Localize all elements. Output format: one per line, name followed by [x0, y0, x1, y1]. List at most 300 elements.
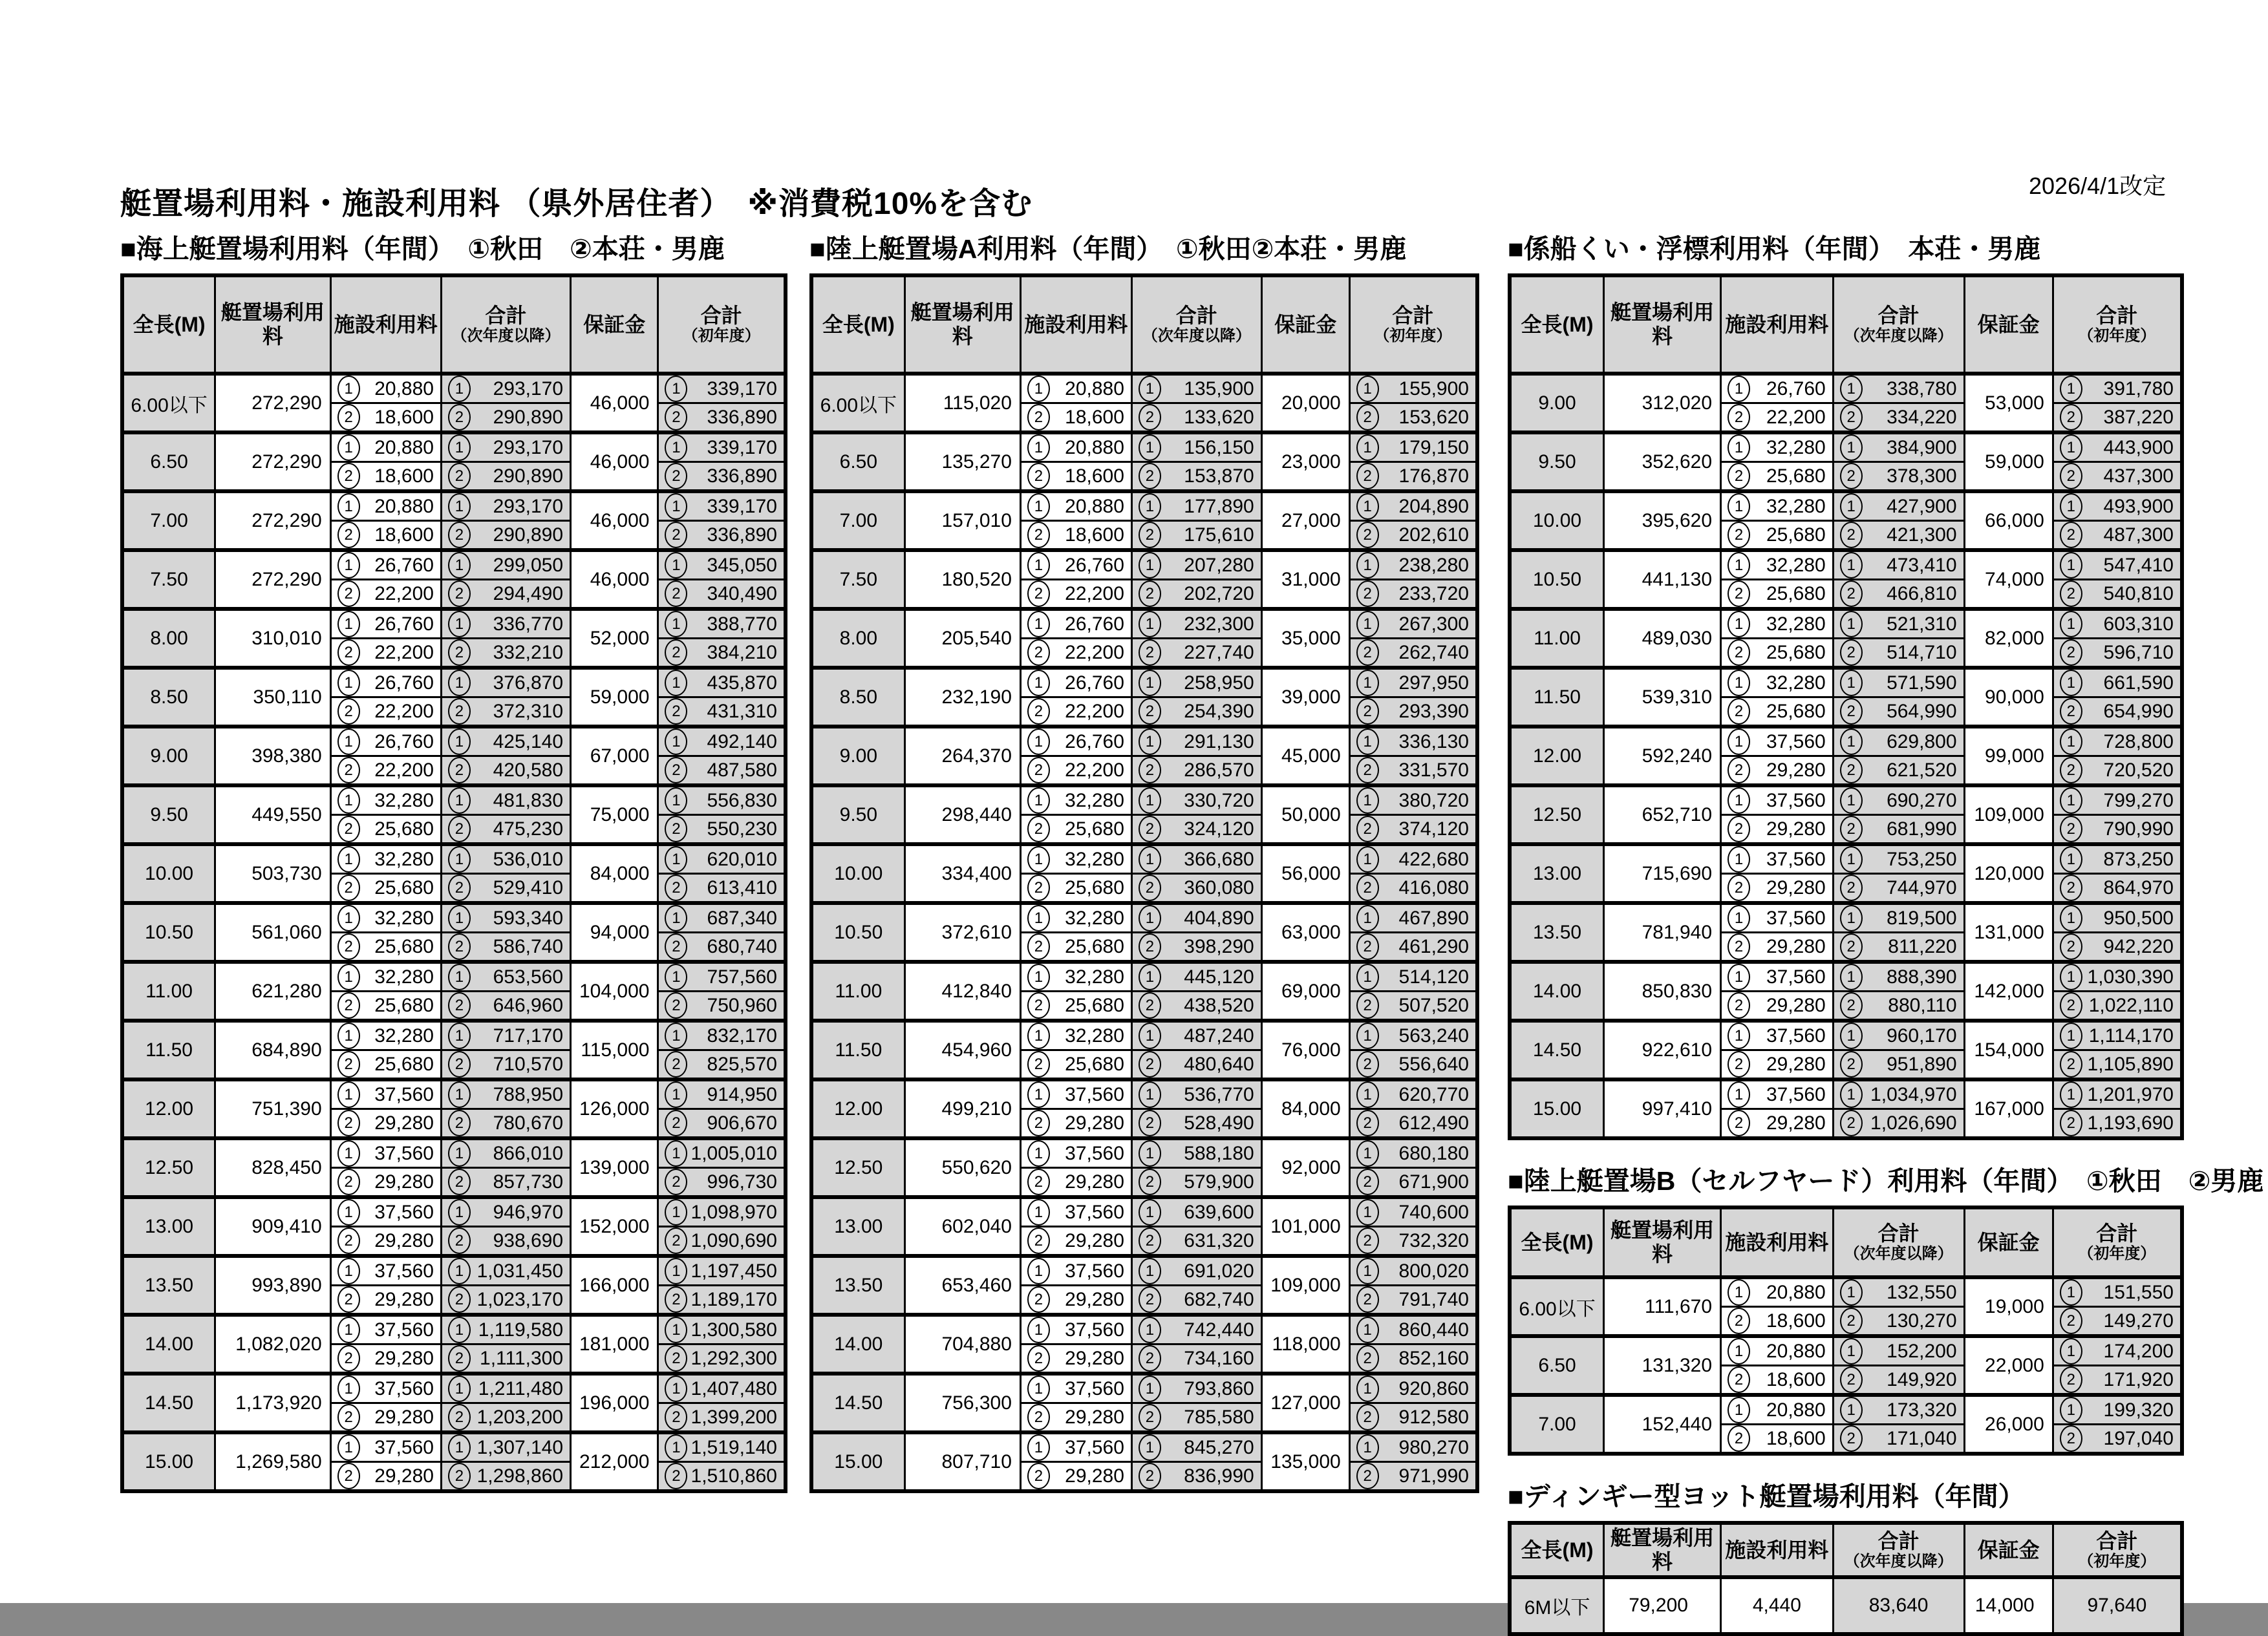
circle-1-mark: 1 — [665, 376, 687, 402]
cell-total-next-year-1: 1 376,870 — [441, 668, 570, 697]
cell-total-next-year-2: 2 621,520 — [1833, 756, 1964, 786]
circle-1-mark: 1 — [337, 905, 360, 931]
circle-2-mark: 2 — [1356, 1286, 1379, 1313]
circle-2-mark: 2 — [337, 639, 360, 666]
circle-2-mark: 2 — [1840, 522, 1863, 548]
circle-2-mark: 2 — [1139, 1051, 1161, 1078]
circle-2-mark: 2 — [1139, 875, 1161, 901]
circle-1-mark: 1 — [337, 728, 360, 755]
circle-2-mark: 2 — [1840, 1308, 1863, 1334]
cell-total-next-year-2: 2 171,040 — [1833, 1425, 1964, 1454]
cell-total-first-year-1: 1 492,140 — [658, 727, 786, 756]
circle-1-mark: 1 — [1728, 493, 1750, 520]
cell-total-first-year-1: 1 1,300,580 — [658, 1315, 786, 1344]
circle-2-mark: 2 — [1356, 933, 1379, 960]
cell-total-next-year-2: 2 811,220 — [1833, 933, 1964, 962]
circle-1-mark: 1 — [1728, 1279, 1750, 1306]
circle-1-mark: 1 — [1027, 1140, 1050, 1167]
cell-facility-fee-1: 1 26,760 — [1020, 550, 1131, 580]
circle-2-mark: 2 — [1027, 1345, 1050, 1372]
cell-length: 14.50 — [122, 1374, 215, 1432]
circle-2-mark: 2 — [1027, 522, 1050, 548]
cell-total-first-year-2: 2 1,022,110 — [2053, 992, 2182, 1021]
cell-berth-fee: 751,390 — [215, 1079, 331, 1138]
circle-1-mark: 1 — [1728, 787, 1750, 814]
circle-1-mark: 1 — [337, 1140, 360, 1167]
cell-facility-fee-1: 1 32,280 — [330, 962, 441, 992]
cell-length: 12.50 — [122, 1138, 215, 1197]
cell-berth-fee: 372,610 — [904, 903, 1020, 962]
cell-total-first-year-2: 2 149,270 — [2053, 1307, 2182, 1337]
circle-1-mark: 1 — [337, 787, 360, 814]
cell-facility-fee-2: 2 29,280 — [330, 1168, 441, 1198]
cell-total-first-year-1: 1 336,130 — [1349, 727, 1477, 756]
circle-1-mark: 1 — [1027, 1258, 1050, 1284]
cell-facility-fee-2: 2 29,280 — [1020, 1462, 1131, 1492]
circle-1-mark: 1 — [1139, 611, 1161, 637]
circle-2-mark: 2 — [1840, 816, 1863, 842]
cell-total-first-year-2: 2 233,720 — [1349, 580, 1477, 610]
circle-2-mark: 2 — [1027, 757, 1050, 783]
cell-length: 10.00 — [1510, 491, 1604, 550]
circle-1-mark: 1 — [1840, 787, 1863, 814]
cell-berth-fee: 395,620 — [1604, 491, 1721, 550]
cell-total-next-year-1: 1 888,390 — [1833, 962, 1964, 992]
cell-total-next-year-1: 1 1,211,480 — [441, 1374, 570, 1403]
cell-total-first-year-2: 2 487,580 — [658, 756, 786, 786]
cell-length: 13.00 — [122, 1197, 215, 1256]
circle-1-mark: 1 — [1139, 434, 1161, 461]
circle-2-mark: 2 — [665, 639, 687, 666]
circle-1-mark: 1 — [2060, 1279, 2082, 1306]
cell-deposit: 50,000 — [1261, 785, 1349, 844]
circle-2-mark: 2 — [1139, 698, 1161, 725]
circle-1-mark: 1 — [1728, 1338, 1750, 1365]
circle-2-mark: 2 — [2060, 1051, 2082, 1078]
circle-1-mark: 1 — [665, 728, 687, 755]
circle-2-mark: 2 — [2060, 580, 2082, 607]
cell-total-next-year-1: 1 1,307,140 — [441, 1432, 570, 1462]
circle-1-mark: 1 — [665, 434, 687, 461]
circle-1-mark: 1 — [1840, 1397, 1863, 1423]
cell-total-first-year-1: 1 467,890 — [1349, 903, 1477, 933]
cell-length: 14.00 — [122, 1315, 215, 1374]
circle-1-mark: 1 — [1356, 434, 1379, 461]
cell-deposit: 139,000 — [571, 1138, 658, 1197]
circle-1-mark: 1 — [1027, 611, 1050, 637]
cell-total-next-year-2: 2 1,023,170 — [441, 1286, 570, 1315]
cell-deposit: 75,000 — [571, 785, 658, 844]
circle-2-mark: 2 — [665, 404, 687, 430]
cell-berth-fee: 781,940 — [1604, 903, 1721, 962]
circle-1-mark: 1 — [1840, 1279, 1863, 1306]
cell-deposit: 46,000 — [571, 432, 658, 491]
circle-1-mark: 1 — [2060, 1397, 2082, 1423]
cell-total-first-year-2: 2 556,640 — [1349, 1050, 1477, 1080]
cell-total-first-year-1: 1 174,200 — [2053, 1336, 2182, 1366]
cell-berth-fee: 310,010 — [215, 609, 331, 668]
cell-total-first-year-1: 1 391,780 — [2053, 374, 2182, 403]
cell-facility-fee-2: 2 18,600 — [330, 403, 441, 433]
cell-facility-fee-1: 1 37,560 — [1721, 962, 1834, 992]
cell-total-first-year-1: 1 556,830 — [658, 785, 786, 815]
cell-total-first-year-1: 1 493,900 — [2053, 491, 2182, 521]
circle-1-mark: 1 — [1139, 905, 1161, 931]
table-title-sea: ■海上艇置場利用料（年間） ①秋田 ②本荘・男鹿 — [120, 234, 725, 264]
cell-facility-fee-1: 1 32,280 — [1721, 550, 1834, 580]
cell-total-first-year-2: 2 864,970 — [2053, 874, 2182, 904]
cell-total-next-year-1: 1 946,970 — [441, 1197, 570, 1227]
cell-total-first-year-2: 2 852,160 — [1349, 1344, 1477, 1374]
circle-2-mark: 2 — [448, 875, 471, 901]
cell-total-first-year-1: 1 832,170 — [658, 1021, 786, 1050]
cell-berth-fee: 441,130 — [1604, 550, 1721, 609]
cell-total-first-year-2: 2 596,710 — [2053, 639, 2182, 668]
circle-2-mark: 2 — [1027, 1110, 1050, 1136]
circle-1-mark: 1 — [1356, 1376, 1379, 1402]
circle-2-mark: 2 — [1356, 1463, 1379, 1489]
circle-2-mark: 2 — [448, 1463, 471, 1489]
circle-2-mark: 2 — [665, 1286, 687, 1313]
cell-total-first-year-2: 2 336,890 — [658, 521, 786, 551]
cell-berth-fee: 704,880 — [904, 1315, 1020, 1374]
circle-1-mark: 1 — [1356, 1317, 1379, 1343]
cell-total-next-year-1: 1 639,600 — [1131, 1197, 1261, 1227]
cell-total-next-year-2: 2 631,320 — [1131, 1227, 1261, 1257]
cell-berth-fee: 398,380 — [215, 727, 331, 785]
cell-length: 8.50 — [811, 668, 904, 727]
cell-total-next-year-2: 2 421,300 — [1833, 521, 1964, 551]
circle-2-mark: 2 — [1728, 1110, 1750, 1136]
circle-1-mark: 1 — [448, 1376, 471, 1402]
cell-total-first-year-2: 2 613,410 — [658, 874, 786, 904]
cell-length: 8.00 — [811, 609, 904, 668]
circle-1-mark: 1 — [1139, 728, 1161, 755]
cell-total-next-year-2: 2 360,080 — [1131, 874, 1261, 904]
circle-2-mark: 2 — [665, 463, 687, 489]
cell-facility-fee-1: 1 37,560 — [1721, 844, 1834, 874]
cell-total-next-year-1: 1 588,180 — [1131, 1138, 1261, 1168]
circle-2-mark: 2 — [2060, 463, 2082, 489]
cell-length: 10.00 — [811, 844, 904, 903]
cell-berth-fee: 592,240 — [1604, 727, 1721, 785]
cell-total-first-year-1: 1 547,410 — [2053, 550, 2182, 580]
cell-total-next-year-1: 1 291,130 — [1131, 727, 1261, 756]
revision-date: 2026/4/1改定 — [2029, 173, 2166, 199]
circle-2-mark: 2 — [665, 1404, 687, 1430]
cell-total-first-year-1: 1 914,950 — [658, 1079, 786, 1109]
circle-2-mark: 2 — [1356, 580, 1379, 607]
cell-total-first-year-1: 1 435,870 — [658, 668, 786, 697]
cell-total-next-year-2: 2 586,740 — [441, 933, 570, 962]
circle-2-mark: 2 — [2060, 1308, 2082, 1334]
cell-total-next-year-2: 2 938,690 — [441, 1227, 570, 1257]
cell-length: 6.00以下 — [811, 374, 904, 432]
cell-deposit: 67,000 — [571, 727, 658, 785]
cell-total-next-year-2: 2 175,610 — [1131, 521, 1261, 551]
cell-total-first-year-1: 1 267,300 — [1349, 609, 1477, 639]
circle-2-mark: 2 — [665, 1345, 687, 1372]
cell-length: 7.00 — [811, 491, 904, 550]
circle-2-mark: 2 — [1728, 404, 1750, 430]
circle-1-mark: 1 — [1356, 1258, 1379, 1284]
cell-facility-fee-2: 2 25,680 — [1721, 639, 1834, 668]
circle-2-mark: 2 — [1356, 757, 1379, 783]
cell-total-first-year-1: 1 1,098,970 — [658, 1197, 786, 1227]
cell-facility-fee-1: 1 32,280 — [1020, 785, 1131, 815]
cell-total-next-year-2: 2 529,410 — [441, 874, 570, 904]
circle-2-mark: 2 — [2060, 404, 2082, 430]
cell-total-next-year-1: 1 445,120 — [1131, 962, 1261, 992]
circle-1-mark: 1 — [1139, 1317, 1161, 1343]
cell-deposit: 84,000 — [571, 844, 658, 903]
cell-length: 9.50 — [1510, 432, 1604, 491]
cell-berth-fee: 312,020 — [1604, 374, 1721, 432]
circle-1-mark: 1 — [2060, 611, 2082, 637]
cell-facility-fee-2: 2 18,600 — [1721, 1425, 1834, 1454]
cell-total-first-year-1: 1 661,590 — [2053, 668, 2182, 697]
cell-length: 12.00 — [1510, 727, 1604, 785]
cell-deposit: 14,000 — [1964, 1577, 2053, 1634]
cell-berth-fee: 152,440 — [1604, 1395, 1721, 1454]
circle-1-mark: 1 — [2060, 493, 2082, 520]
circle-2-mark: 2 — [665, 1227, 687, 1254]
circle-2-mark: 2 — [337, 875, 360, 901]
circle-1-mark: 1 — [1139, 1081, 1161, 1108]
cell-deposit: 23,000 — [1261, 432, 1349, 491]
circle-2-mark: 2 — [337, 1286, 360, 1313]
circle-1-mark: 1 — [448, 905, 471, 931]
cell-facility-fee-2: 2 25,680 — [1721, 580, 1834, 610]
dinghy-fee-table — [1508, 1521, 2184, 1636]
cell-facility-fee-1: 1 37,560 — [330, 1315, 441, 1344]
cell-deposit: 115,000 — [571, 1021, 658, 1079]
circle-1-mark: 1 — [665, 493, 687, 520]
cell-total-first-year-2: 2 550,230 — [658, 815, 786, 845]
cell-total-next-year-2: 2 332,210 — [441, 639, 570, 668]
circle-2-mark: 2 — [1139, 933, 1161, 960]
circle-1-mark: 1 — [665, 611, 687, 637]
cell-facility-fee-1: 1 20,880 — [1020, 432, 1131, 462]
cell-total-next-year-2: 2 130,270 — [1833, 1307, 1964, 1337]
cell-facility-fee-2: 2 29,280 — [330, 1403, 441, 1433]
cell-total-first-year-2: 2 384,210 — [658, 639, 786, 668]
circle-2-mark: 2 — [1139, 463, 1161, 489]
circle-2-mark: 2 — [1139, 639, 1161, 666]
cell-total-next-year-1: 1 384,900 — [1833, 432, 1964, 462]
circle-1-mark: 1 — [1139, 1199, 1161, 1226]
cell-total-first-year-1: 1 514,120 — [1349, 962, 1477, 992]
cell-facility-fee-2: 2 22,200 — [1020, 697, 1131, 727]
cell-total-next-year-2: 2 785,580 — [1131, 1403, 1261, 1433]
circle-2-mark: 2 — [1728, 1425, 1750, 1452]
cell-total-next-year-2: 2 475,230 — [441, 815, 570, 845]
cell-total-next-year-1: 1 960,170 — [1833, 1021, 1964, 1050]
cell-total-next-year-2: 2 1,111,300 — [441, 1344, 570, 1374]
cell-facility-fee-1: 1 26,760 — [1020, 727, 1131, 756]
cell-total-first-year-1: 1 297,950 — [1349, 668, 1477, 697]
circle-2-mark: 2 — [1728, 992, 1750, 1019]
cell-total-next-year-2: 2 334,220 — [1833, 403, 1964, 433]
circle-2-mark: 2 — [337, 757, 360, 783]
cell-total-next-year-1: 1 1,034,970 — [1833, 1079, 1964, 1109]
circle-1-mark: 1 — [448, 434, 471, 461]
cell-total-next-year-1: 1 571,590 — [1833, 668, 1964, 697]
cell-total-first-year-2: 2 942,220 — [2053, 933, 2182, 962]
circle-1-mark: 1 — [665, 1023, 687, 1049]
cell-total-first-year-2: 2 202,610 — [1349, 521, 1477, 551]
circle-1-mark: 1 — [448, 1258, 471, 1284]
circle-2-mark: 2 — [337, 463, 360, 489]
circle-2-mark: 2 — [1356, 992, 1379, 1019]
circle-2-mark: 2 — [337, 1051, 360, 1078]
circle-2-mark: 2 — [1139, 992, 1161, 1019]
cell-total-next-year-1: 1 293,170 — [441, 374, 570, 403]
col-header-total-next-year: 合計 （次年度以降） — [441, 275, 570, 374]
cell-length: 13.00 — [811, 1197, 904, 1256]
cell-total-first-year-1: 1 238,280 — [1349, 550, 1477, 580]
circle-1-mark: 1 — [448, 1317, 471, 1343]
cell-total-first-year-1: 1 800,020 — [1349, 1256, 1477, 1286]
circle-1-mark: 1 — [448, 1199, 471, 1226]
cell-length: 10.50 — [122, 903, 215, 962]
circle-2-mark: 2 — [1139, 1345, 1161, 1372]
cell-length: 13.50 — [1510, 903, 1604, 962]
cell-facility-fee-2: 2 25,680 — [1020, 992, 1131, 1021]
cell-deposit: 99,000 — [1964, 727, 2053, 785]
circle-1-mark: 1 — [1840, 434, 1863, 461]
cell-total-next-year-2: 2 153,870 — [1131, 462, 1261, 492]
cell-length: 6.50 — [122, 432, 215, 491]
cell-berth-fee: 157,010 — [904, 491, 1020, 550]
cell-total-first-year-1: 1 1,201,970 — [2053, 1079, 2182, 1109]
circle-2-mark: 2 — [1840, 933, 1863, 960]
cell-deposit: 166,000 — [571, 1256, 658, 1315]
cell-total-first-year-1: 1 950,500 — [2053, 903, 2182, 933]
circle-1-mark: 1 — [1139, 493, 1161, 520]
cell-facility-fee: 4,440 — [1721, 1577, 1834, 1634]
cell-deposit: 90,000 — [1964, 668, 2053, 727]
cell-total-next-year-2: 2 880,110 — [1833, 992, 1964, 1021]
circle-2-mark: 2 — [1840, 1110, 1863, 1136]
cell-deposit: 56,000 — [1261, 844, 1349, 903]
circle-1-mark: 1 — [1027, 1199, 1050, 1226]
cell-total-next-year-2: 2 646,960 — [441, 992, 570, 1021]
cell-total-first-year-1: 1 422,680 — [1349, 844, 1477, 874]
circle-2-mark: 2 — [1728, 1308, 1750, 1334]
cell-berth-fee: 272,290 — [215, 550, 331, 609]
cell-facility-fee-2: 2 18,600 — [1020, 403, 1131, 433]
cell-total-first-year-2: 2 1,105,890 — [2053, 1050, 2182, 1080]
cell-deposit: 118,000 — [1261, 1315, 1349, 1374]
cell-total-next-year-1: 1 135,900 — [1131, 374, 1261, 403]
circle-1-mark: 1 — [2060, 376, 2082, 402]
circle-2-mark: 2 — [1139, 816, 1161, 842]
cell-facility-fee-1: 1 20,880 — [1721, 1336, 1834, 1366]
cell-total-first-year-2: 2 906,670 — [658, 1109, 786, 1139]
circle-2-mark: 2 — [665, 522, 687, 548]
circle-1-mark: 1 — [1840, 964, 1863, 990]
circle-1-mark: 1 — [1139, 1140, 1161, 1167]
cell-facility-fee-1: 1 20,880 — [1721, 1277, 1834, 1307]
cell-total-next-year-2: 2 564,990 — [1833, 697, 1964, 727]
circle-2-mark: 2 — [1840, 875, 1863, 901]
cell-facility-fee-2: 2 22,200 — [330, 580, 441, 610]
cell-total-next-year-1: 1 232,300 — [1131, 609, 1261, 639]
cell-length: 9.50 — [122, 785, 215, 844]
cell-berth-fee: 135,270 — [904, 432, 1020, 491]
cell-berth-fee: 652,710 — [1604, 785, 1721, 844]
circle-1-mark: 1 — [1027, 905, 1050, 931]
cell-total-first-year-2: 2 1,193,690 — [2053, 1109, 2182, 1139]
cell-facility-fee-2: 2 25,680 — [330, 1050, 441, 1080]
col-header-length: 全長(M) — [122, 275, 215, 374]
cell-deposit: 46,000 — [571, 550, 658, 609]
cell-berth-fee: 272,290 — [215, 432, 331, 491]
circle-1-mark: 1 — [1139, 376, 1161, 402]
cell-total-next-year-1: 1 152,200 — [1833, 1336, 1964, 1366]
circle-2-mark: 2 — [1139, 1404, 1161, 1430]
cell-berth-fee: 131,320 — [1604, 1336, 1721, 1395]
circle-2-mark: 2 — [1356, 875, 1379, 901]
col-header-deposit: 保証金 — [571, 275, 658, 374]
cell-deposit: 20,000 — [1261, 374, 1349, 432]
cell-total-first-year-2: 2 461,290 — [1349, 933, 1477, 962]
circle-2-mark: 2 — [1356, 1051, 1379, 1078]
cell-total-next-year-1: 1 536,010 — [441, 844, 570, 874]
cell-facility-fee-1: 1 26,760 — [330, 727, 441, 756]
cell-deposit: 66,000 — [1964, 491, 2053, 550]
cell-total-next-year-1: 1 521,310 — [1833, 609, 1964, 639]
cell-facility-fee-1: 1 37,560 — [330, 1197, 441, 1227]
cell-facility-fee-1: 1 37,560 — [330, 1374, 441, 1403]
circle-1-mark: 1 — [448, 1023, 471, 1049]
cell-facility-fee-1: 1 37,560 — [1020, 1432, 1131, 1462]
cell-total-next-year-1: 1 866,010 — [441, 1138, 570, 1168]
cell-facility-fee-1: 1 26,760 — [330, 609, 441, 639]
cell-total-next-year-2: 2 951,890 — [1833, 1050, 1964, 1080]
cell-total-first-year-1: 1 443,900 — [2053, 432, 2182, 462]
circle-1-mark: 1 — [1728, 728, 1750, 755]
col-header-berth-fee: 艇置場利用料 — [1604, 275, 1721, 374]
cell-facility-fee-2: 2 18,600 — [1020, 462, 1131, 492]
col-header-facility-fee: 施設利用料 — [1721, 1523, 1834, 1577]
circle-2-mark: 2 — [1840, 639, 1863, 666]
cell-deposit: 120,000 — [1964, 844, 2053, 903]
page-title: 艇置場利用料・施設利用料 （県外居住者） ※消費税10%を含む — [120, 187, 1033, 222]
circle-2-mark: 2 — [1139, 1227, 1161, 1254]
cell-deposit: 82,000 — [1964, 609, 2053, 668]
cell-total-first-year-1: 1 155,900 — [1349, 374, 1477, 403]
cell-facility-fee-1: 1 32,280 — [1020, 1021, 1131, 1050]
cell-total-first-year-2: 2 612,490 — [1349, 1109, 1477, 1139]
cell-total-first-year-2: 2 750,960 — [658, 992, 786, 1021]
circle-1-mark: 1 — [1356, 493, 1379, 520]
circle-2-mark: 2 — [1840, 404, 1863, 430]
col-header-total-first-year: 合計 （初年度） — [2053, 1207, 2182, 1277]
cell-total-next-year-2: 2 710,570 — [441, 1050, 570, 1080]
cell-berth-fee: 684,890 — [215, 1021, 331, 1079]
cell-berth-fee: 489,030 — [1604, 609, 1721, 668]
cell-total-first-year-1: 1 680,180 — [1349, 1138, 1477, 1168]
cell-total-first-year-1: 1 339,170 — [658, 374, 786, 403]
cell-total-first-year-1: 1 339,170 — [658, 491, 786, 521]
circle-1-mark: 1 — [665, 1081, 687, 1108]
col-header-total-first-year: 合計 （初年度） — [658, 275, 786, 374]
circle-1-mark: 1 — [1840, 1023, 1863, 1049]
cell-deposit: 46,000 — [571, 374, 658, 432]
circle-2-mark: 2 — [448, 580, 471, 607]
